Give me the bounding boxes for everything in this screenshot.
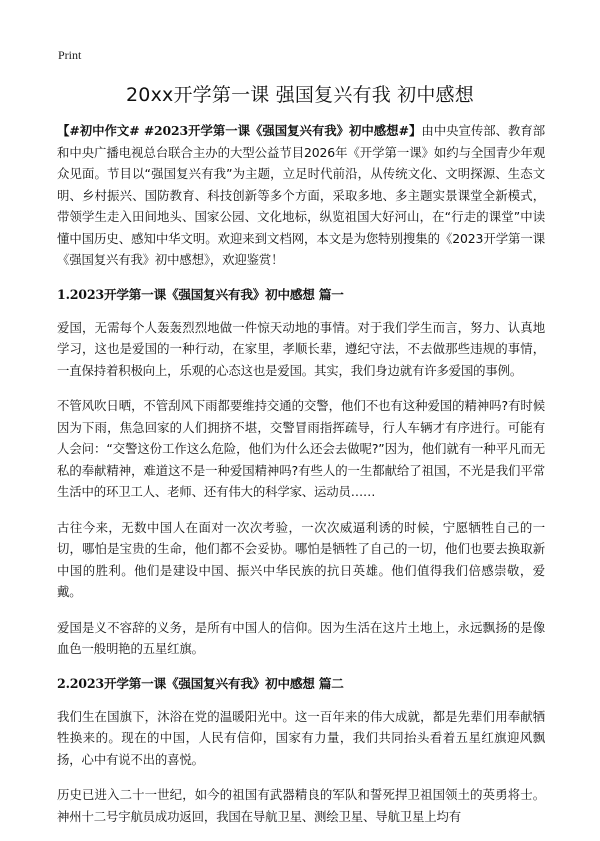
section-1-paragraph-3: 古往今来，无数中国人在面对一次次考验，一次次威逼利诱的时候，宁愿牺牲自己的一切，哪怕是宝贵的生命，他们都不会妥协。哪怕是牺牲了自己的一切，他们也要去换取新中国的胜利。他们是建设中国、振兴中华民族的抗日英雄。他们值得我们倍感崇敬，爱戴。: [57, 519, 545, 599]
section-heading-2: 2.2023开学第一课《强国复兴有我》初中感想 篇二: [57, 675, 344, 691]
intro-paragraph: [57, 120, 545, 271]
section-2-paragraph-1: 我们生在国旗下，沐浴在党的温暖阳光中。这一百年来的伟大成就，都是先辈们用奉献牺牲换来的。现在的中国，人民有信仰，国家有力量，我们共同抬头看着五星红旗迎风飘扬，心中有说不出的喜悦。: [57, 708, 545, 767]
section-heading-1: 1.2023开学第一课《强国复兴有我》初中感想 篇一: [57, 286, 344, 302]
section-1-paragraph-1: 爱国，无需每个人轰轰烈烈地做一件惊天动地的事情。对于我们学生而言，努力、认真地学习，这也是爱国的一种行动，在家里，孝顺长辈，遵纪守法，不去做那些违规的事情，一直保持着积极向上，乐观的心态这也是爱国。其实，我们身边就有许多爱国的事例。: [57, 319, 545, 378]
print-link[interactable]: Print: [58, 48, 82, 62]
section-1-paragraph-2: 不管风吹日晒，不管刮风下雨都要维持交通的交警，他们不也有这种爱国的精神吗?有时候因为下雨，焦急回家的人们拥挤不堪，交警冒雨指挥疏导，行人车辆才有序进行。可能有人会问：“交警这份工作这么危险，他们为什么还会去做呢?”因为，他们就有一种平凡而无私的奉献精神，难道这不是一种爱国精神吗?有些人的一生都献给了祖国，不光是我们平常生活中的环卫工人、老师、还有伟大的科学家、运动员……: [57, 398, 545, 499]
document-body: [57, 120, 545, 841]
section-1-paragraph-4: 爱国是义不容辞的义务，是所有中国人的信仰。因为生活在这片土地上，永远飘扬的是像血色一般明艳的五星红旗。: [57, 619, 545, 656]
document-title: 20xx开学第一课 强国复兴有我 初中感想: [126, 84, 474, 106]
intro-text: 由中央宣传部、教育部和中央广播电视总台联合主办的大型公益节目2026年《开学第一课》如约与全国青少年观众见面。节目以“强国复兴有我”为主题，立足时代前沿，从传统文化、文明探源、生态文明、乡村振兴、国防教育、科技创新等多个方面，采取多地、多主题实景课堂全新模式，带领学生走入田间地头、国家公园、文化地标，纵览祖国大好河山，在“行走的课堂”中读懂中国历史、感知中华文明。欢迎来到文档网，本文是为您特别搜集的《2023开学第一课《强国复兴有我》初中感想》，欢迎鉴赏！: [57, 123, 546, 267]
section-2-paragraph-2: 历史已进入二十一世纪，如今的祖国有武器精良的军队和誓死捍卫祖国领土的英勇将士。神州十二号宇航员成功返回，我国在导航卫星、测绘卫星、导航卫星上均有: [57, 787, 545, 824]
intro-tag: 【#初中作文# #2023开学第一课《强国复兴有我》初中感想#】: [57, 123, 422, 138]
